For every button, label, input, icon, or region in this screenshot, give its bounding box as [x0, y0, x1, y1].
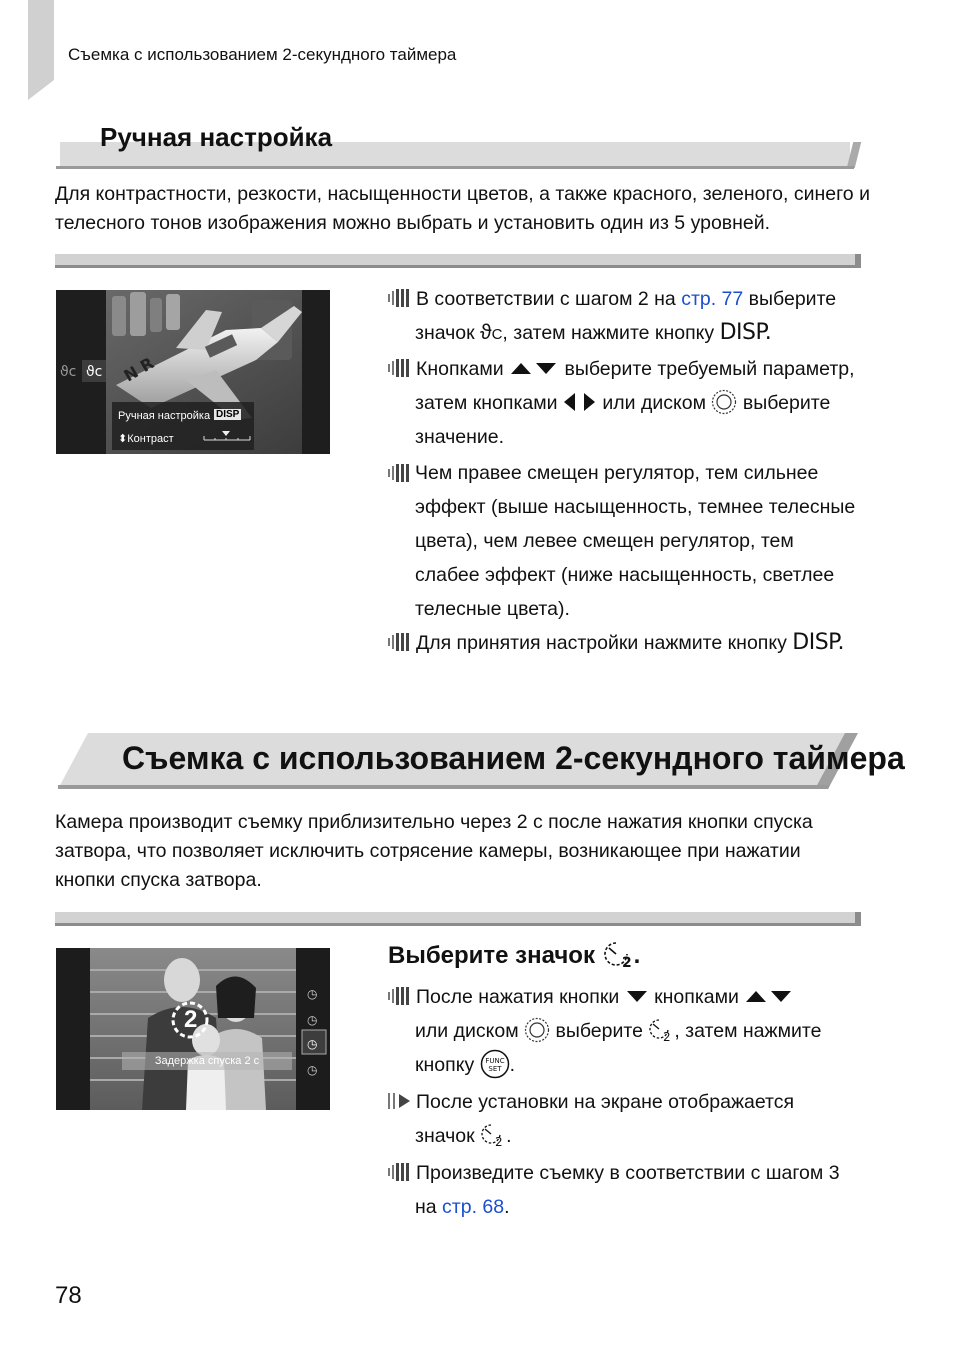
step3-text: Чем правее смещен регулятор, тем сильнее эффект (выше насыщенность, темнее телесные цвета), чем левее смещен регулятор, тем слабее эффект (ниже насыщенность, светлее телесные цвета).	[415, 462, 856, 620]
control-dial-icon	[711, 389, 737, 415]
timer-section-heading: Съемка с использованием 2-секундного таймера	[122, 740, 905, 776]
screen-label-param	[118, 432, 174, 445]
manual-step-2-line2	[415, 386, 895, 420]
manual-color-icon: ϑC	[480, 321, 503, 344]
timer-2s-icon	[480, 1123, 506, 1147]
camera-screen-timer	[56, 948, 330, 1110]
result-bullet-icon	[388, 1091, 412, 1111]
step-bullet-icon	[388, 1162, 412, 1182]
left-right-arrows-icon	[563, 392, 597, 412]
up-down-arrows-icon	[509, 361, 559, 375]
timer-2s-icon	[602, 940, 634, 968]
timer-2s-icon	[648, 1018, 674, 1042]
timer-section-intro: Камера производит съемку приблизительно через 2 с после нажатия кнопки спуска затвора, что позволяет исключить сотрясение камеры, возникающее при нажатии кнопки спуска затвора.	[55, 811, 813, 891]
timer-step-3	[388, 1156, 868, 1190]
screen-param-text: Контраст	[127, 433, 174, 445]
step1-text-d: , затем нажмите кнопку	[502, 322, 715, 344]
manual-step-3	[388, 456, 863, 626]
timer-step-2	[388, 1085, 868, 1119]
tstep1-text-d: выберите	[555, 1020, 643, 1042]
manual-step-4	[388, 626, 868, 660]
section-band-underline	[56, 166, 854, 169]
link-page-77[interactable]: стр. 77	[681, 288, 744, 310]
svg-text:FUNC: FUNC	[485, 1057, 505, 1065]
svg-text:◷: ◷	[307, 1013, 318, 1027]
step4-text: Для принятия настройки нажмите кнопку	[416, 632, 787, 654]
timer-step-3-line2	[415, 1190, 895, 1224]
tstep3-text-a: Произведите съемку в соответствии с шагом 3	[416, 1162, 840, 1184]
control-dial-icon	[524, 1017, 550, 1043]
disp-button-label-2: DISP.	[792, 630, 844, 655]
timer-step-1-line2	[415, 1014, 895, 1048]
timer-step-1-line3	[415, 1048, 895, 1082]
up-down-arrows-icon	[744, 989, 794, 1003]
manual-step-2	[388, 352, 868, 386]
step2-text-c: затем кнопками	[415, 392, 558, 414]
updown-icon: ⬍	[118, 433, 128, 445]
camera-screen-manual	[56, 290, 330, 454]
func-set-button-icon	[480, 1049, 510, 1079]
level-slider	[202, 430, 252, 444]
tstep2-text-b: значок	[415, 1125, 475, 1147]
step1-text-a: В соответствии с шагом 2 на	[416, 288, 682, 310]
step-bullet-icon	[388, 358, 412, 378]
tstep1-text-e: , затем нажмите	[674, 1020, 822, 1042]
running-header: Съемка с использованием 2-секундного таймера	[68, 45, 457, 64]
step2-text-d: или диском	[602, 392, 706, 414]
airplane-photo	[56, 290, 330, 454]
manual-settings-intro: Для контрастности, резкости, насыщенности цветов, а также красного, зеленого, синего и телесного тонов изображения можно выбрать и установить один из 5 уровней.	[55, 183, 870, 234]
screen-label-setting: Ручная настройка	[118, 410, 211, 422]
manual-step-1	[388, 282, 868, 316]
step1-text-c: значок	[415, 322, 475, 344]
select-icon-heading-text: Выберите значок	[388, 942, 595, 969]
timer-overlay-digit: 2	[184, 1006, 198, 1033]
svg-text:2: 2	[621, 955, 632, 968]
link-page-68[interactable]: стр. 68	[442, 1196, 505, 1218]
step-bullet-icon	[388, 986, 412, 1006]
tstep3-text-c: .	[504, 1196, 510, 1218]
svg-text:N R: N R	[120, 353, 158, 386]
step2-text-e: выберите	[742, 392, 831, 414]
step2-text-a: Кнопками	[416, 358, 504, 380]
tstep2-text-c: .	[506, 1125, 512, 1147]
step-bullet-icon	[388, 632, 412, 652]
svg-text:ϑc: ϑc	[86, 364, 103, 380]
manual-settings-heading: Ручная настройка	[100, 122, 333, 152]
page-number: 78	[55, 1282, 82, 1309]
tstep1-text-c: или диском	[415, 1020, 519, 1042]
svg-text:2: 2	[495, 1135, 503, 1147]
disp-button-label: DISP.	[719, 320, 772, 345]
timer-step-1	[388, 980, 868, 1014]
step-bullet-icon	[388, 463, 412, 483]
step-bar	[55, 254, 861, 268]
svg-text:◷: ◷	[307, 1063, 318, 1077]
step-bullet-icon	[388, 288, 412, 308]
heading-period: .	[633, 942, 641, 969]
step2-text-b: выберите требуемый параметр,	[564, 358, 855, 380]
svg-text:◷: ◷	[307, 987, 318, 1001]
step2-text-f: значение.	[415, 426, 505, 448]
manual-step-1-line2	[415, 316, 895, 352]
screen-label-delay: Задержка спуска 2 с	[122, 1052, 292, 1070]
svg-text:ϑc: ϑc	[60, 364, 77, 380]
tstep3-text-b: на	[415, 1196, 443, 1218]
tstep1-text-a: После нажатия кнопки	[416, 986, 620, 1008]
svg-text:◷: ◷	[307, 1037, 318, 1051]
timer-step-2-line2	[415, 1119, 895, 1153]
tstep1-text-b: кнопками	[654, 986, 739, 1008]
page-corner-tab	[28, 0, 54, 80]
svg-text:SET: SET	[488, 1065, 502, 1073]
tstep1-text-g: .	[509, 1054, 516, 1076]
svg-text:2: 2	[663, 1030, 671, 1042]
select-icon-heading	[388, 940, 640, 970]
down-arrow-icon	[625, 989, 649, 1003]
screen-disp-badge: DISP	[216, 409, 240, 420]
step1-text-b: выберите	[743, 288, 837, 310]
tstep1-text-f: кнопку	[415, 1054, 475, 1076]
step-bar-2	[55, 912, 861, 926]
tstep2-text-a: После установки на экране отображается	[416, 1091, 795, 1113]
